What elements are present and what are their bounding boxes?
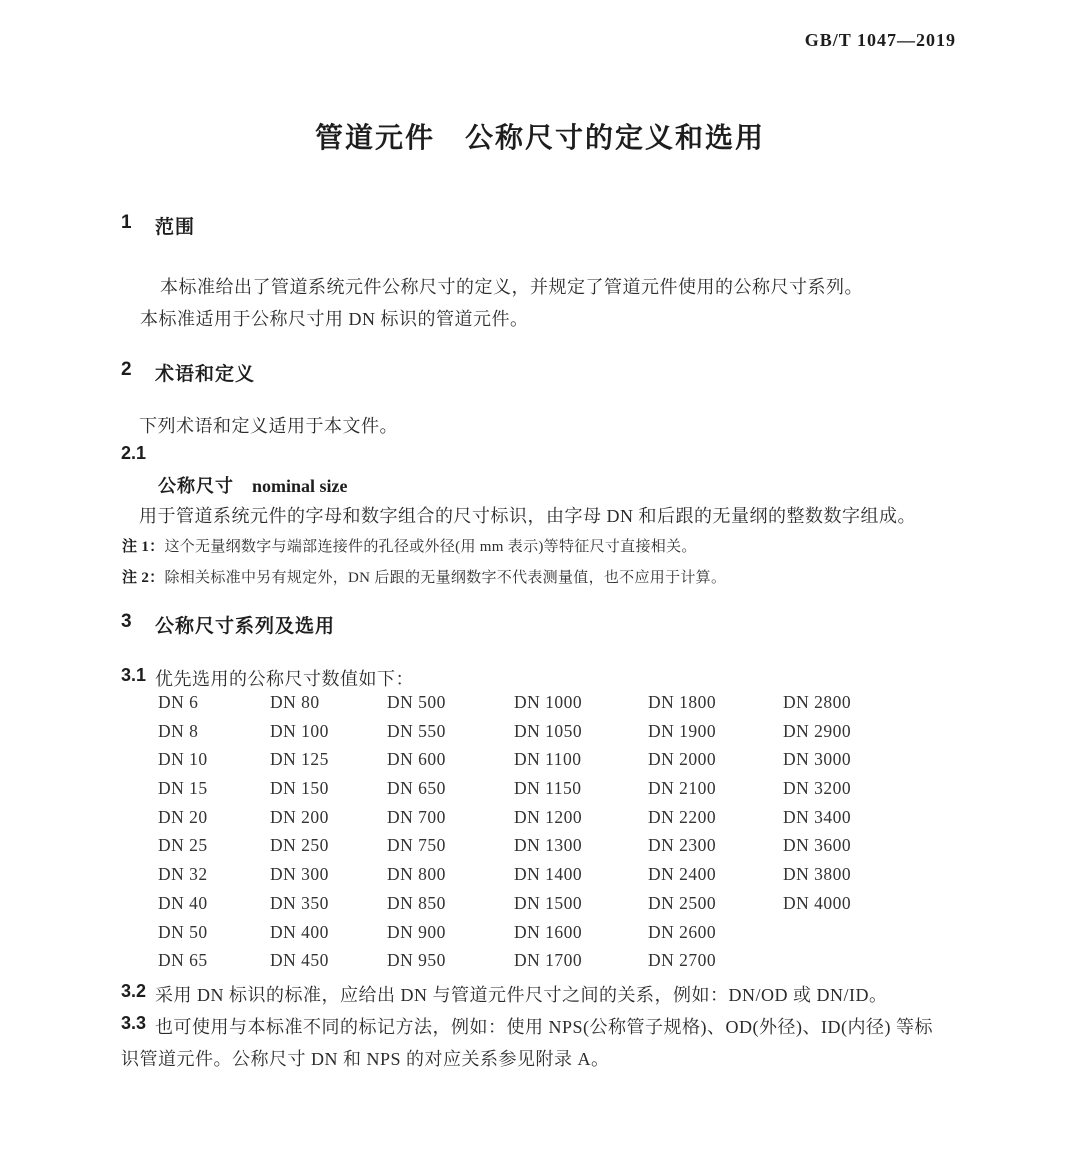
note-2 xyxy=(122,566,726,587)
dn-value: DN 1200 xyxy=(514,806,583,827)
note-1-label: 注 1： xyxy=(122,539,165,555)
section-number: 3 xyxy=(121,611,132,632)
dn-value: DN 2700 xyxy=(648,950,717,971)
dn-value: DN 40 xyxy=(158,892,208,913)
document-title: 管道元件 公称尺寸的定义和选用 xyxy=(314,122,765,153)
term-definition: 用于管道系统元件的字母和数字组合的尺寸标识，由字母 DN 和后跟的无量纲的整数数字组成。 xyxy=(139,506,916,526)
term-entry xyxy=(158,472,348,498)
note-1 xyxy=(122,535,697,556)
dn-value: DN 1100 xyxy=(514,749,582,770)
section-heading-series xyxy=(121,611,335,638)
clause-text: 采用 DN 标识的标准，应给出 DN 与管道元件尺寸之间的关系，例如：DN/OD 或 DN/ID。 xyxy=(155,985,888,1005)
dn-value: DN 1600 xyxy=(514,921,583,942)
dn-value: DN 32 xyxy=(158,864,208,885)
scope-paragraph-2: 本标准适用于公称尺寸用 DN 标识的管道元件。 xyxy=(140,309,529,329)
scope-paragraph-1: 本标准给出了管道系统元件公称尺寸的定义，并规定了管道元件使用的公称尺寸系列。 xyxy=(160,277,863,297)
term-number: 2.1 xyxy=(121,443,147,463)
clause-number: 3.3 xyxy=(121,1013,147,1033)
dn-value: DN 4000 xyxy=(783,892,852,913)
terms-intro: 下列术语和定义适用于本文件。 xyxy=(139,416,398,436)
dn-value: DN 1300 xyxy=(514,835,583,856)
dn-value: DN 2600 xyxy=(648,921,717,942)
dn-value: DN 600 xyxy=(387,749,446,770)
dn-row xyxy=(158,774,873,803)
dn-row xyxy=(158,860,873,889)
dn-value: DN 80 xyxy=(270,692,320,712)
dn-value: DN 1500 xyxy=(514,892,583,913)
dn-value: DN 65 xyxy=(158,950,208,971)
dn-value: DN 3400 xyxy=(783,806,852,827)
section-heading-text: 范围 xyxy=(155,217,196,238)
standard-number: GB/T 1047—2019 xyxy=(804,30,956,50)
dn-row xyxy=(158,889,873,918)
dn-value: DN 1800 xyxy=(648,692,717,712)
dn-value: DN 1150 xyxy=(514,778,582,799)
dn-value: DN 2300 xyxy=(648,835,717,856)
dn-value: DN 2800 xyxy=(783,692,852,712)
dn-value: DN 2400 xyxy=(648,864,717,885)
clause-number: 3.1 xyxy=(121,665,147,685)
section-heading-scope xyxy=(121,212,195,239)
clause-3-3 xyxy=(121,1013,933,1039)
dn-table xyxy=(158,688,873,975)
dn-value: DN 15 xyxy=(158,778,208,799)
dn-value: DN 20 xyxy=(158,806,208,827)
dn-row xyxy=(158,803,873,832)
dn-value: DN 550 xyxy=(387,720,446,741)
dn-value: DN 800 xyxy=(387,864,446,885)
dn-value: DN 25 xyxy=(158,835,208,856)
dn-value xyxy=(783,918,873,947)
dn-value: DN 1900 xyxy=(648,720,717,741)
note-2-text: 除相关标准中另有规定外，DN 后跟的无量纲数字不代表测量值，也不应用于计算。 xyxy=(164,570,727,586)
dn-row xyxy=(158,688,873,717)
dn-value xyxy=(783,946,873,975)
dn-value: DN 150 xyxy=(270,778,329,799)
dn-value: DN 900 xyxy=(387,921,446,942)
term-name-en: nominal size xyxy=(252,476,348,496)
section-heading-text: 公称尺寸系列及选用 xyxy=(155,616,336,637)
note-2-label: 注 2： xyxy=(122,570,165,586)
dn-row xyxy=(158,745,873,774)
dn-value: DN 2200 xyxy=(648,806,717,827)
dn-value: DN 300 xyxy=(270,864,329,885)
dn-value: DN 3800 xyxy=(783,864,852,885)
dn-value: DN 750 xyxy=(387,835,446,856)
clause-3-2 xyxy=(121,981,887,1007)
clause-number: 3.2 xyxy=(121,981,147,1001)
section-number: 2 xyxy=(121,359,132,380)
dn-value: DN 1000 xyxy=(514,692,583,712)
dn-value: DN 2000 xyxy=(648,749,717,770)
dn-value: DN 1050 xyxy=(514,720,583,741)
dn-row xyxy=(158,831,873,860)
dn-value: DN 6 xyxy=(158,692,199,712)
note-1-text: 这个无量纲数字与端部连接件的孔径或外径(用 mm 表示)等特征尺寸直接相关。 xyxy=(164,539,697,555)
dn-value: DN 2100 xyxy=(648,778,717,799)
dn-value: DN 3200 xyxy=(783,778,852,799)
dn-row xyxy=(158,717,873,746)
dn-value: DN 1700 xyxy=(514,950,583,971)
dn-value: DN 50 xyxy=(158,921,208,942)
dn-value: DN 2900 xyxy=(783,720,852,741)
section-heading-terms xyxy=(121,359,255,386)
dn-value: DN 200 xyxy=(270,806,329,827)
dn-value: DN 700 xyxy=(387,806,446,827)
dn-row xyxy=(158,946,873,975)
term-name-zh: 公称尺寸 xyxy=(158,476,234,496)
dn-value: DN 1400 xyxy=(514,864,583,885)
dn-value: DN 100 xyxy=(270,720,329,741)
clause-text-line1: 也可使用与本标准不同的标记方法，例如：使用 NPS(公称管子规格)、OD(外径)、ID(内径) 等标 xyxy=(155,1017,933,1037)
clause-text: 优先选用的公称尺寸数值如下： xyxy=(155,669,414,689)
dn-value: DN 3000 xyxy=(783,749,852,770)
dn-value: DN 850 xyxy=(387,892,446,913)
dn-value: DN 250 xyxy=(270,835,329,856)
dn-value: DN 450 xyxy=(270,950,329,971)
dn-row xyxy=(158,918,873,947)
dn-value: DN 125 xyxy=(270,749,329,770)
section-number: 1 xyxy=(121,212,132,233)
dn-value: DN 2500 xyxy=(648,892,717,913)
dn-value: DN 10 xyxy=(158,749,208,770)
dn-value: DN 3600 xyxy=(783,835,852,856)
section-heading-text: 术语和定义 xyxy=(155,364,256,385)
dn-value: DN 500 xyxy=(387,692,446,712)
clause-3-3-continuation: 识管道元件。公称尺寸 DN 和 NPS 的对应关系参见附录 A。 xyxy=(121,1049,610,1069)
dn-value: DN 350 xyxy=(270,892,329,913)
dn-value: DN 400 xyxy=(270,921,329,942)
dn-value: DN 650 xyxy=(387,778,446,799)
dn-value: DN 950 xyxy=(387,950,446,971)
dn-value: DN 8 xyxy=(158,720,199,741)
